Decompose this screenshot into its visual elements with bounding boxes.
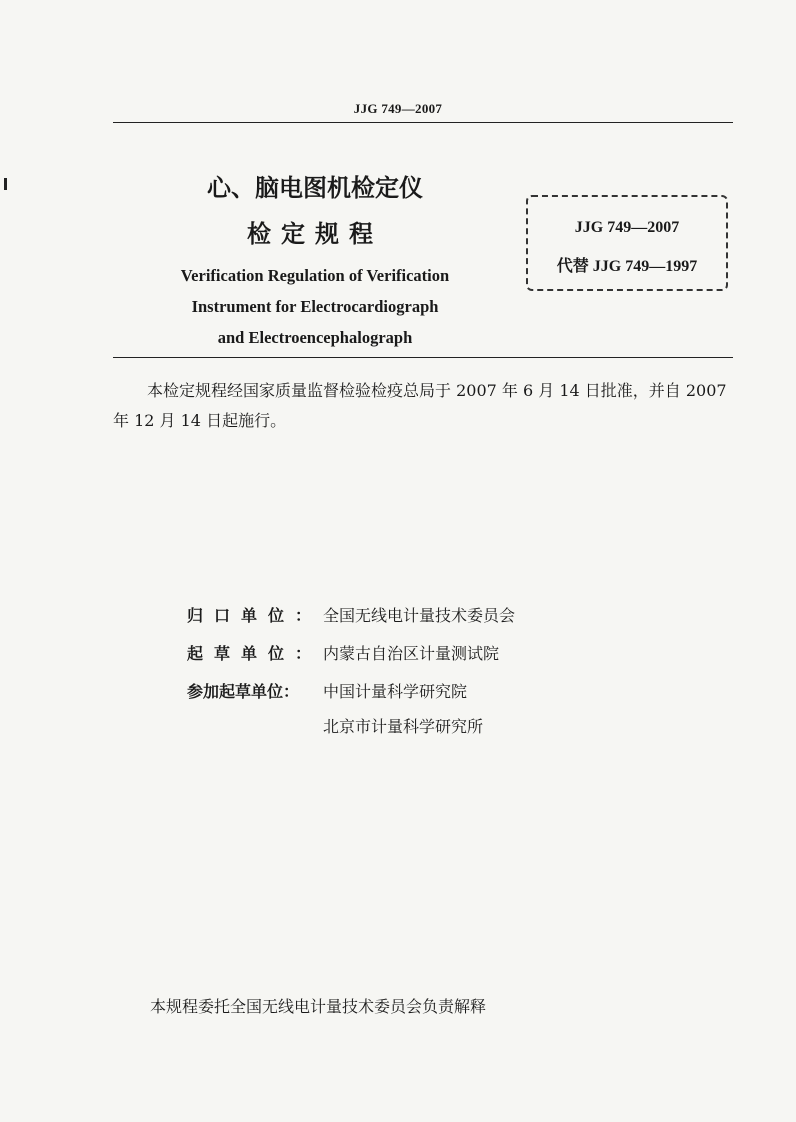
responsible-unit-label: 归口单位： <box>187 606 323 625</box>
title-chinese-line-2: 检定规程 <box>247 220 383 248</box>
title-rule <box>113 357 733 358</box>
code-box-code: JJG 749—2007 <box>574 219 680 236</box>
drafting-unit-value: 内蒙古自治区计量测试院 <box>323 644 500 663</box>
edge-mark <box>4 178 7 190</box>
title-english-line-1: Verification Regulation of Verification <box>180 266 450 285</box>
approval-statement: 本检定规程经国家质量监督检验检疫总局于 2007 年 6 月 14 日批准，并自 2007 年 12 月 14 日起施行。 <box>113 381 727 430</box>
participating-unit-row-2 <box>187 714 483 737</box>
title-chinese-line-1: 心、脑电图机检定仪 <box>207 174 423 202</box>
participating-unit-value-2: 北京市计量科学研究所 <box>323 717 484 736</box>
responsible-unit-value: 全国无线电计量技术委员会 <box>323 606 516 625</box>
responsible-unit-row <box>187 603 515 626</box>
standard-code-box <box>526 195 728 291</box>
drafting-unit-label: 起草单位： <box>187 644 323 663</box>
participating-unit-row <box>187 679 467 702</box>
title-english-line-2: Instrument for Electrocardiograph <box>191 297 439 316</box>
participating-unit-label: 参加起草单位： <box>187 682 300 701</box>
title-english-line-3: and Electroencephalograph <box>217 328 413 347</box>
standard-code-header: JJG 749—2007 <box>353 101 443 116</box>
interpretation-note: 本规程委托全国无线电计量技术委员会负责解释 <box>150 997 487 1016</box>
drafting-unit-row <box>187 641 499 664</box>
header-rule <box>113 122 733 123</box>
participating-unit-value-1: 中国计量科学研究院 <box>323 682 468 701</box>
code-box-replaces: 代替 JJG 749—1997 <box>556 258 698 275</box>
